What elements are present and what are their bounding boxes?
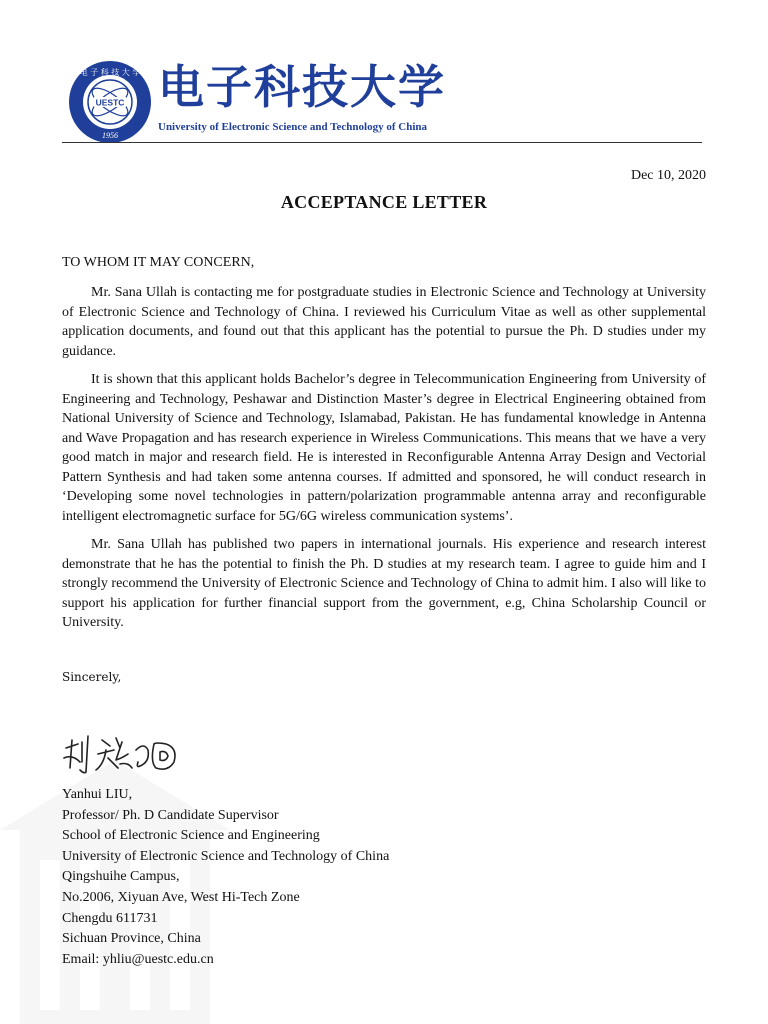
sender-city: Chengdu 611731 (62, 910, 158, 926)
sender-school: School of Electronic Science and Engineering (62, 828, 320, 844)
header-divider (62, 142, 702, 143)
letter-date: Dec 10, 2020 (630, 168, 706, 183)
letter-title: ACCEPTANCE LETTER (280, 192, 488, 212)
university-seal-logo (68, 60, 152, 144)
body-paragraph: It is shown that this applicant holds Bachelor’s degree in Telecommunication Engineering from University of Engineering and Technology, Peshawar and Distinction Master’s degree in Electrical Engineering obtained from National University of Science and Technology, Islamabad, Pakistan. He has fundamental knowledge in Antenna and Wave Propagation and has research experience in Wireless Communications. This means that we have a very good match in major and research field. He is interested in Reconfigurable Antenna Array Design and Vectorial Pattern Synthesis and had taken some antenna courses. If admitted and sponsored, he will conduct research in ‘Developing some novel technologies in pattern/polarization programmable antenna array and reconfigurable intelligent electromagnetic surface for 5G/6G wireless communication systems’. (62, 372, 706, 524)
sender-campus: Qingshuihe Campus, (62, 869, 180, 885)
sender-block (62, 785, 389, 970)
handwritten-signature (58, 728, 188, 780)
svg-text:UESTC: UESTC (95, 97, 125, 108)
sender-university: University of Electronic Science and Technology of China (62, 848, 390, 864)
body-paragraph: Mr. Sana Ullah is contacting me for postgraduate studies in Electronic Science and Technology at University of Electronic Science and Technology of China. I reviewed his Curriculum Vitae as well as other supplemental application documents, and found out that this applicant has the potential to pursue the Ph. D studies under my guidance. (62, 285, 706, 359)
sender-name: Yanhui LIU, (62, 787, 133, 802)
svg-text:电 子 科 技 大 学: 电 子 科 技 大 学 (79, 68, 141, 77)
closing: Sincerely, (62, 670, 122, 684)
university-name-chinese: 电子科技大学 (158, 60, 446, 114)
body-paragraph: Mr. Sana Ullah has published two papers in international journals. His experience and research interest demonstrate that he has the potential to finish the Ph. D studies at my research team. I agree to guide him and I strongly recommend the University of Electronic Science and Technology of China to admit him. I also will like to support his application for further financial support from the government, e.g, China Scholarship Council or University. (62, 537, 706, 630)
sender-street: No.2006, Xiyuan Ave, West Hi-Tech Zone (62, 889, 300, 905)
sender-province: Sichuan Province, China (62, 931, 201, 947)
letter-body (62, 283, 706, 642)
sender-email: Email: yhliu@uestc.edu.cn (62, 951, 214, 967)
sender-position: Professor/ Ph. D Candidate Supervisor (62, 807, 279, 823)
svg-text:1956: 1956 (102, 131, 118, 140)
salutation: TO WHOM IT MAY CONCERN, (62, 255, 255, 270)
university-name-english: University of Electronic Science and Technology of China (158, 121, 427, 133)
